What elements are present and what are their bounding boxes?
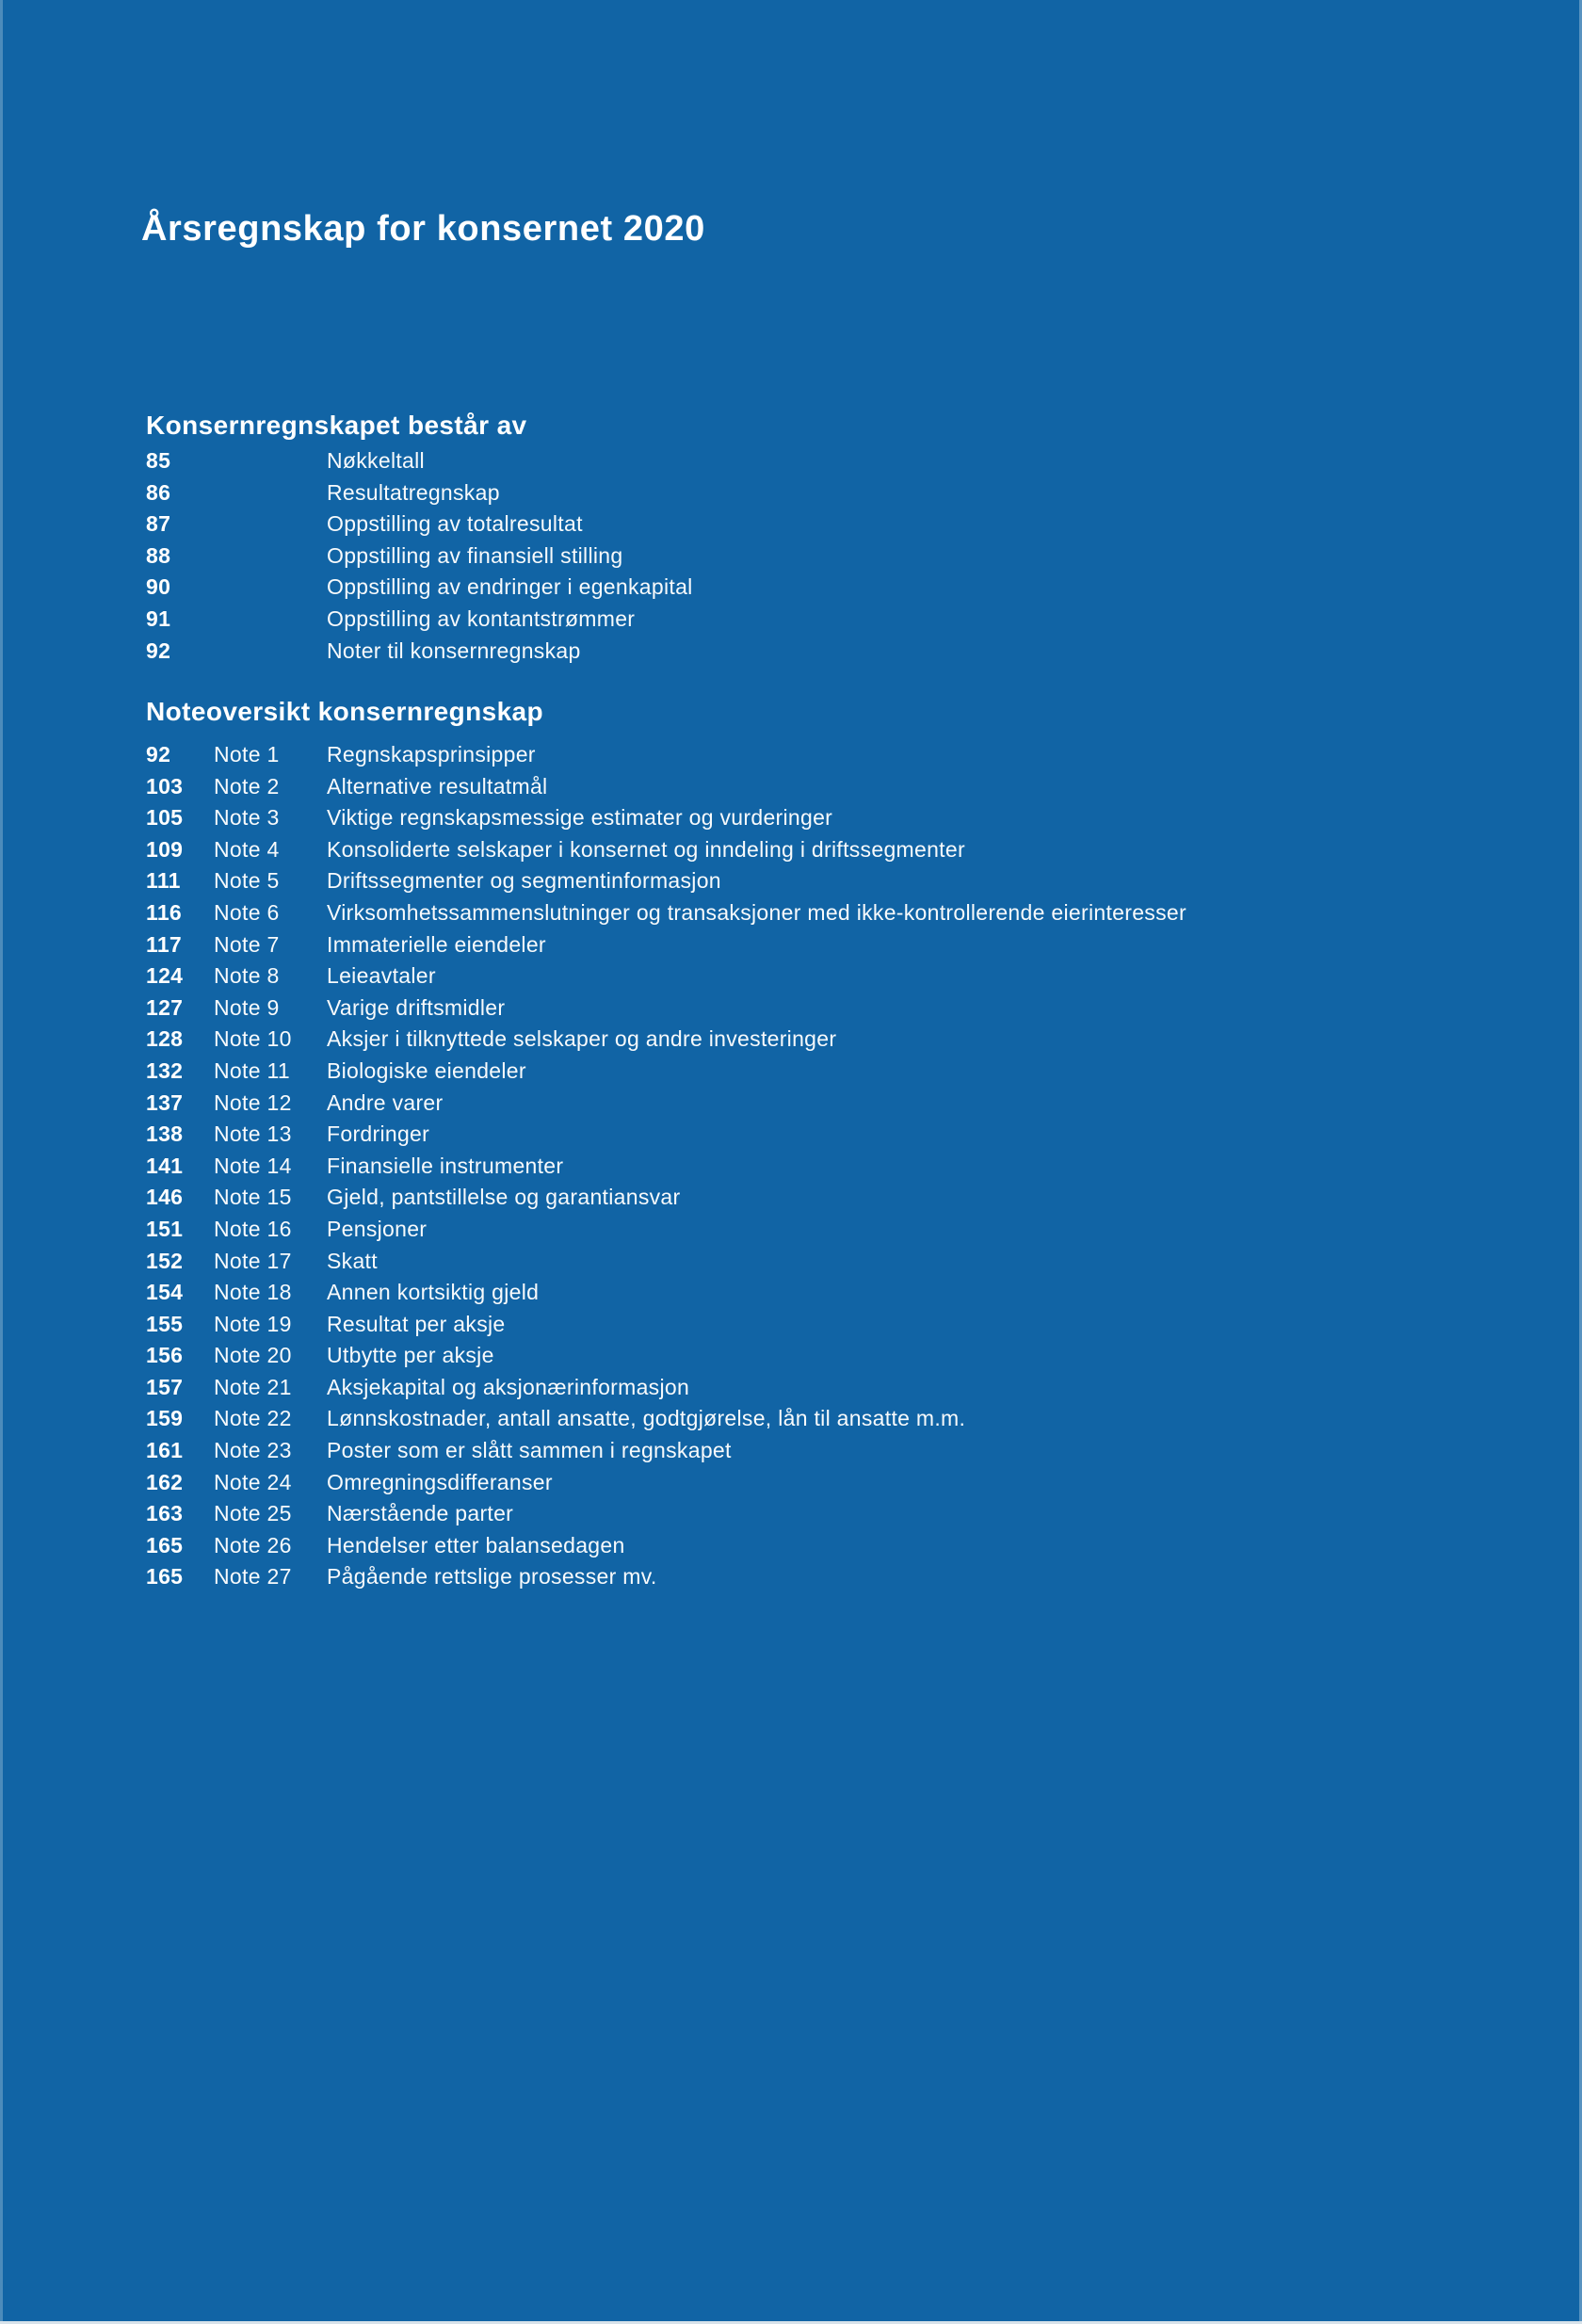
toc-page-number: 124	[146, 963, 184, 989]
toc-page-number: 92	[146, 637, 171, 663]
toc-row	[146, 1340, 1526, 1372]
toc-row	[146, 929, 1526, 961]
toc-page-number: 159	[146, 1406, 184, 1431]
toc-entry-title: Regnskapsprinsipper	[327, 742, 536, 767]
toc-page-number: 163	[146, 1501, 184, 1526]
toc-entry-title: Annen kortsiktig gjeld	[327, 1280, 540, 1305]
toc-row	[146, 1530, 1526, 1562]
toc-page-number: 127	[146, 994, 184, 1020]
toc-page-number: 92	[146, 742, 171, 767]
toc-note-label: Note 10	[214, 1026, 292, 1052]
toc-row	[146, 960, 1526, 993]
toc-entry-title: Skatt	[327, 1248, 378, 1273]
toc-row	[146, 445, 1526, 477]
toc-page-number: 137	[146, 1089, 184, 1115]
toc-entry-title: Andre varer	[327, 1089, 444, 1115]
toc-note-label: Note 21	[214, 1374, 292, 1399]
toc-page-number: 154	[146, 1280, 184, 1305]
toc-row	[146, 1561, 1526, 1593]
toc-row	[146, 508, 1526, 541]
toc-row	[146, 541, 1526, 573]
toc-entry-title: Omregningsdifferanser	[327, 1469, 553, 1494]
toc-entry-title: Resultat per aksje	[327, 1311, 506, 1336]
toc-note-label	[214, 572, 327, 604]
toc-note-label	[214, 541, 327, 573]
toc-page-number: 117	[146, 931, 183, 957]
toc-row	[146, 993, 1526, 1025]
toc-note-label: Note 12	[214, 1089, 292, 1115]
toc-rows	[146, 445, 1526, 667]
toc-page-number: 91	[146, 605, 171, 631]
toc-note-label: Note 6	[214, 899, 280, 925]
toc-row	[146, 1246, 1526, 1278]
toc-note-label: Note 19	[214, 1311, 292, 1336]
toc-entry-title: Oppstilling av endringer i egenkapital	[327, 574, 693, 600]
toc-note-label: Note 2	[214, 773, 280, 799]
toc-row	[146, 1024, 1526, 1056]
toc-entry-title: Aksjer i tilknyttede selskaper og andre investeringer	[327, 1026, 837, 1052]
toc-row	[146, 572, 1526, 604]
toc-page-number: 138	[146, 1122, 184, 1147]
toc-note-label: Note 15	[214, 1185, 292, 1210]
toc-entry-title: Lønnskostnader, antall ansatte, godtgjørelse, lån til ansatte m.m.	[327, 1406, 966, 1431]
toc-note-label: Note 26	[214, 1532, 292, 1557]
toc-note-label	[214, 477, 327, 509]
toc-note-label: Note 27	[214, 1564, 292, 1590]
toc-note-label	[214, 636, 327, 668]
toc-note-label: Note 3	[214, 805, 280, 831]
toc-note-label: Note 7	[214, 931, 280, 957]
toc-note-label: Note 13	[214, 1122, 292, 1147]
toc-row	[146, 477, 1526, 509]
toc-row	[146, 1372, 1526, 1404]
toc-entry-title: Pensjoner	[327, 1216, 428, 1241]
toc-entry-title: Nærstående parter	[327, 1501, 514, 1526]
toc-row	[146, 1151, 1526, 1183]
toc-entry-title: Driftssegmenter og segmentinformasjon	[327, 868, 721, 894]
toc-page-number: 128	[146, 1026, 184, 1052]
toc-row	[146, 865, 1526, 897]
toc-row	[146, 636, 1526, 668]
toc-note-label: Note 4	[214, 836, 280, 862]
toc-page-number: 90	[146, 574, 171, 600]
toc-entry-title: Immaterielle eiendeler	[327, 931, 546, 957]
toc-page-number: 165	[146, 1532, 184, 1557]
toc-row	[146, 897, 1526, 929]
toc-entry-title: Virksomhetssammenslutninger og transaksjoner med ikke-kontrollerende eierinteresser	[327, 899, 1186, 925]
toc-note-label: Note 11	[214, 1057, 290, 1083]
toc-note-label	[214, 508, 327, 541]
toc-entry-title: Gjeld, pantstillelse og garantiansvar	[327, 1185, 681, 1210]
toc-page-number: 87	[146, 511, 171, 537]
toc-note-label: Note 20	[214, 1343, 292, 1368]
toc-page-number: 111	[146, 868, 181, 894]
toc-entry-title: Noter til konsernregnskap	[327, 637, 581, 663]
toc-entry-title: Utbytte per aksje	[327, 1343, 494, 1368]
toc-note-label: Note 24	[214, 1469, 292, 1494]
toc-note-label: Note 16	[214, 1216, 292, 1241]
toc-row	[146, 1498, 1526, 1530]
toc-entry-title: Biologiske eiendeler	[327, 1057, 526, 1083]
toc-page-number: 132	[146, 1057, 184, 1083]
toc-page-number: 152	[146, 1248, 184, 1273]
toc-note-label: Note 22	[214, 1406, 292, 1431]
toc-note-label: Note 5	[214, 868, 280, 894]
toc-note-label: Note 18	[214, 1280, 292, 1305]
toc-note-label: Note 14	[214, 1153, 292, 1178]
toc-page-number: 105	[146, 805, 184, 831]
toc-page-number: 161	[146, 1438, 184, 1463]
toc-row	[146, 1182, 1526, 1214]
toc-entry-title: Resultatregnskap	[327, 479, 500, 505]
toc-entry-title: Oppstilling av kontantstrømmer	[327, 605, 636, 631]
toc-page-number: 88	[146, 542, 171, 568]
toc-row	[146, 739, 1526, 771]
toc-note-label	[214, 604, 327, 636]
toc-entry-title: Hendelser etter balansedagen	[327, 1532, 625, 1557]
toc-page-number: 116	[146, 899, 183, 925]
toc-page-number: 141	[146, 1153, 184, 1178]
toc-page-number: 155	[146, 1311, 184, 1336]
toc-entry-title: Konsoliderte selskaper i konsernet og inndeling i driftssegmenter	[327, 836, 965, 862]
toc-entry-title: Fordringer	[327, 1122, 430, 1147]
toc-note-label: Note 23	[214, 1438, 292, 1463]
toc-row	[146, 1088, 1526, 1120]
section-heading-noteoversikt: Noteoversikt konsernregnskap	[146, 697, 544, 726]
toc-row	[146, 1277, 1526, 1309]
toc-entry-title: Varige driftsmidler	[327, 994, 506, 1020]
toc-entry-title: Nøkkeltall	[327, 448, 425, 473]
toc-row	[146, 1435, 1526, 1467]
toc-page-number: 162	[146, 1469, 184, 1494]
page-title: Årsregnskap for konsernet 2020	[141, 209, 705, 249]
toc-row	[146, 834, 1526, 866]
section-noteoversikt	[146, 697, 1526, 1593]
toc-row	[146, 802, 1526, 834]
section-konsernregnskapet	[146, 411, 1526, 667]
toc-page-number: 146	[146, 1185, 184, 1210]
toc-row	[146, 771, 1526, 803]
toc-page-number: 109	[146, 836, 184, 862]
toc-row	[146, 1214, 1526, 1246]
toc-page-number: 86	[146, 479, 171, 505]
toc-row	[146, 1056, 1526, 1088]
toc-note-label	[214, 445, 327, 477]
toc-page-number: 157	[146, 1374, 184, 1399]
toc-row	[146, 1309, 1526, 1341]
toc-page-number: 165	[146, 1564, 184, 1590]
toc-note-label: Note 25	[214, 1501, 292, 1526]
toc-note-label: Note 9	[214, 994, 280, 1020]
toc-row	[146, 1119, 1526, 1151]
toc-row	[146, 604, 1526, 636]
toc-note-label: Note 1	[214, 742, 280, 767]
toc-entry-title: Aksjekapital og aksjonærinformasjon	[327, 1374, 690, 1399]
page-edge-left	[0, 0, 3, 2324]
toc-entry-title: Oppstilling av finansiell stilling	[327, 542, 623, 568]
toc-page-number: 85	[146, 448, 171, 473]
toc-rows	[146, 739, 1526, 1593]
toc-entry-title: Pågående rettslige prosesser mv.	[327, 1564, 657, 1590]
toc-note-label: Note 17	[214, 1248, 292, 1273]
toc-entry-title: Leieavtaler	[327, 963, 436, 989]
toc-row	[146, 1403, 1526, 1435]
toc-row	[146, 1467, 1526, 1499]
toc-entry-title: Oppstilling av totalresultat	[327, 511, 583, 537]
toc-page-number: 156	[146, 1343, 184, 1368]
toc-note-label: Note 8	[214, 963, 280, 989]
toc-page-number: 151	[146, 1216, 184, 1241]
section-heading-konsernregnskapet: Konsernregnskapet består av	[146, 411, 527, 440]
toc-entry-title: Finansielle instrumenter	[327, 1153, 564, 1178]
toc-page-number: 103	[146, 773, 184, 799]
toc-entry-title: Alternative resultatmål	[327, 773, 548, 799]
toc-entry-title: Viktige regnskapsmessige estimater og vurderinger	[327, 805, 833, 831]
toc-entry-title: Poster som er slått sammen i regnskapet	[327, 1438, 732, 1463]
